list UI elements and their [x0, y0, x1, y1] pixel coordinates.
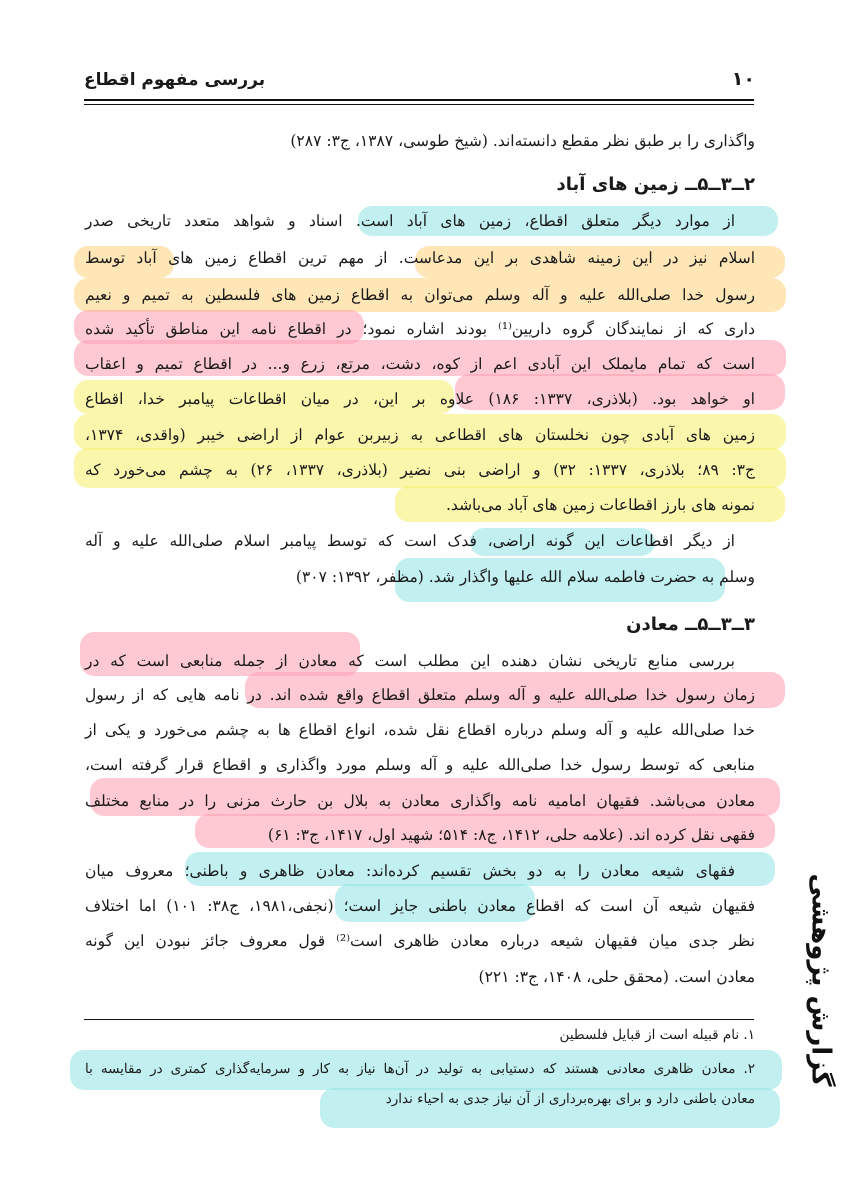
paragraph-line: از دیگر اقطاعات این گونه اراضی، فدک است که توسط پیامبر اسلام صلی‌الله علیه و آله: [85, 532, 735, 550]
paragraph-line: منابعی که توسط رسول خدا صلی‌الله علیه و آله وسلم مورد واگذاری و اقطاع قرار گرفته است،: [85, 756, 755, 774]
paragraph-line: معادن می‌باشد. فقیهان امامیه نامه واگذاری معادن به بلال بن حارث مزنی را در منابع مختلف: [85, 792, 755, 810]
footnote-separator: [84, 1019, 754, 1020]
running-header-title: بررسی مفهوم اقطاع: [84, 70, 266, 90]
paragraph-line: فقهای شیعه معادن را به دو بخش تقسیم کرده‌اند: معادن ظاهری و باطنی؛ معروف میان: [85, 862, 735, 880]
paragraph-line: است که تمام مایملک این آبادی اعم از کوه، دشت، مرتع، زرع و... در اقطاع تمیم و اعقاب: [85, 355, 755, 373]
paragraph-line: زمین های آبادی چون نخلستان های اقطاعی به زبیربن عوام از اراضی خیبر (واقدی، ۱۳۷۴،: [85, 426, 755, 444]
journal-side-logo-text: گزارش پژوهشی: [805, 873, 835, 1087]
footnote-2-line-2: معادن باطنی دارد و برای بهره‌برداری از آن نیاز جدی به احیاء ندارد: [385, 1091, 755, 1107]
paragraph-line: واگذاری را بر طبق نظر مقطع دانسته‌اند. (شیخ طوسی، ۱۳۸۷، ج۳: ۲۸۷): [290, 132, 755, 150]
paragraph-line: نظر جدی میان فقیهان شیعه درباره معادن ظاهری است⁽²⁾ قول معروف جائز نبودن این گونه: [85, 932, 755, 950]
section-heading-mines: ۳ــ۳ــ۵ــ معادن: [626, 614, 755, 635]
paragraph-line: داری که از نمایندگان گروه داریین⁽¹⁾ بودند اشاره نمود؛ در اقطاع نامه این مناطق تأکید شده: [85, 320, 755, 338]
footnote-2-line-1: ۲. معادن ظاهری معادنی هستند که دستیابی به تولید در آن‌ها نیاز به کار و سرمایه‌گذاری کمتری در مقایسه با: [85, 1061, 755, 1077]
header-rule-thin: [84, 104, 754, 105]
paragraph-line: فقیهان شیعه آن است که اقطاع معادن باطنی جایز است؛ (نجفی،۱۹۸۱، ج۳۸: ۱۰۱) اما اختلاف: [85, 897, 755, 915]
paragraph-line: زمان رسول خدا صلی‌الله علیه و آله وسلم متعلق اقطاع واقع شده اند. در نامه هایی که از رسول: [85, 686, 755, 704]
paragraph-line: او خواهد بود. (بلاذری، ۱۳۳۷: ۱۸۶) علاوه بر این، در میان اقطاعات پیامبر خدا، اقطاع: [85, 390, 755, 408]
paragraph-line: رسول خدا صلی‌الله علیه و آله وسلم می‌توان به اقطاع زمین های فلسطین به تمیم و نعیم: [85, 286, 755, 304]
journal-side-logo: [800, 873, 840, 1087]
paragraph-line: اسلام نیز در این زمینه شاهدی بر این مدعاست. از مهم ترین اقطاع زمین های آباد توسط: [85, 249, 755, 267]
paragraph-line: از موارد دیگر متعلق اقطاع، زمین های آباد است. اسناد و شواهد متعدد تاریخی صدر: [85, 212, 735, 230]
paragraph-line: معادن است. (محقق حلی، ۱۴۰۸، ج۳: ۲۲۱): [478, 968, 755, 986]
footnote-1: ۱. نام قبیله است از قبایل فلسطین: [559, 1027, 755, 1043]
page-number: ۱۰: [731, 68, 755, 90]
paragraph-line: وسلم به حضرت فاطمه سلام الله علیها واگذار شد. (مظفر، ۱۳۹۲: ۳۰۷): [295, 568, 755, 586]
paragraph-line: خدا صلی‌الله علیه و آله وسلم درباره اقطاع نقل شده، انواع اقطاع ها به چشم می‌خورد و یکی از: [85, 721, 755, 739]
paragraph-line: نمونه های بارز اقطاعات زمین های آباد می‌باشد.: [446, 496, 755, 514]
header-rule: [84, 99, 754, 101]
section-heading-arable-land: ۲ــ۳ــ۵ــ زمین های آباد: [556, 174, 755, 195]
paragraph-line: بررسی منابع تاریخی نشان دهنده این مطلب است که معادن از جمله منابعی است که در: [85, 652, 735, 670]
paragraph-line: فقهی نقل کرده اند. (علامه حلی، ۱۴۱۲، ج۸: ۵۱۴؛ شهید اول، ۱۴۱۷، ج۳: ۶۱): [267, 826, 755, 844]
paragraph-line: ج۳: ۸۹؛ بلاذری، ۱۳۳۷: ۳۲) و اراضی بنی نضیر (بلاذری، ۱۳۳۷، ۲۶) به چشم می‌خورد که: [85, 461, 755, 479]
